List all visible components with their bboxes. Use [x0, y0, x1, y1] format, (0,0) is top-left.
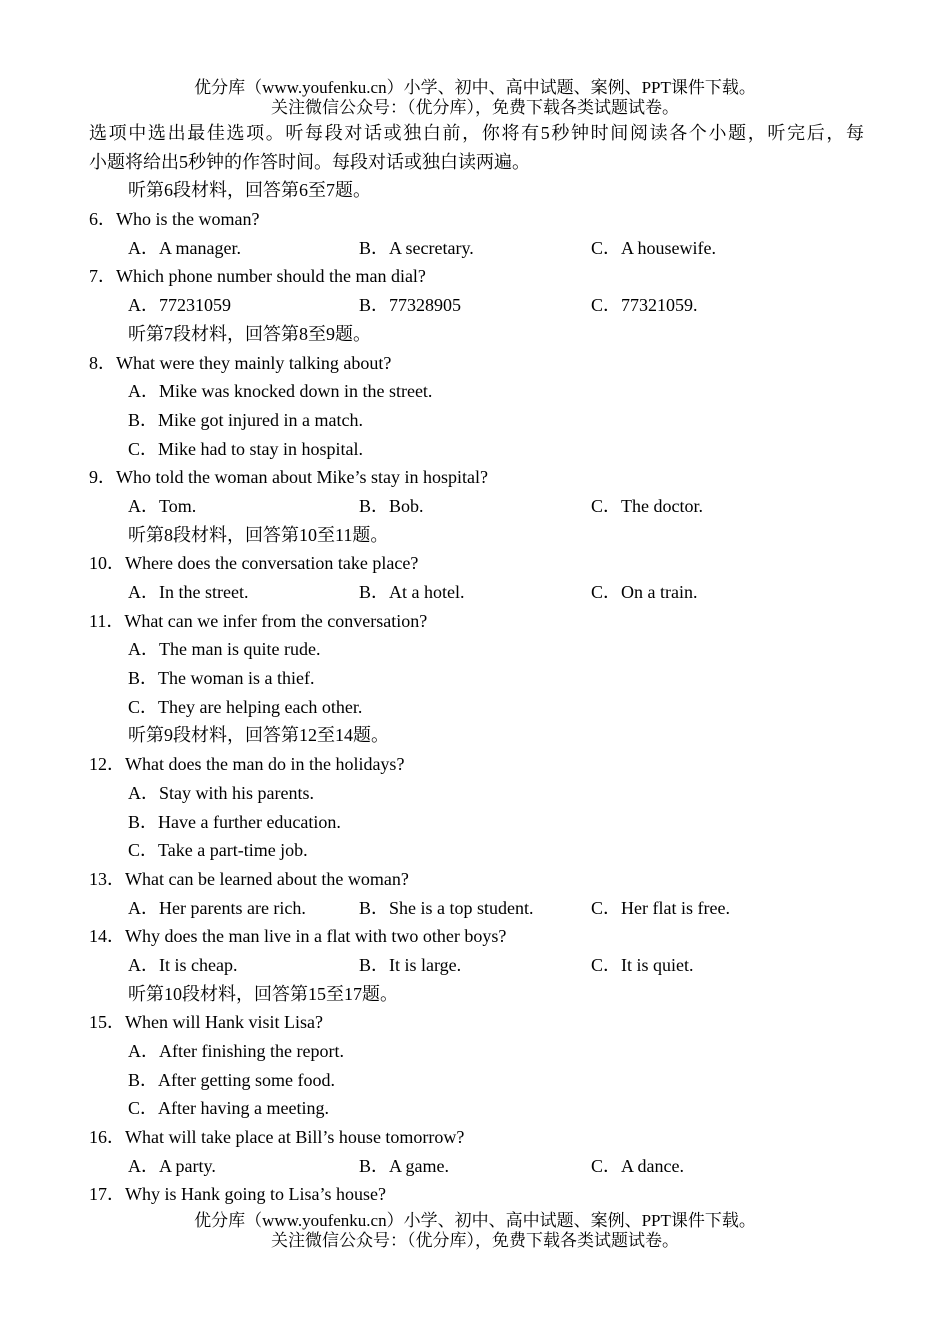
- option-c: C．Take a part-time job.: [128, 840, 308, 861]
- option-c: C．On a train.: [591, 582, 698, 602]
- option-a: A．A manager.: [128, 237, 241, 258]
- option-a: A．77231059: [128, 295, 231, 316]
- option-c: C．Mike had to stay in hospital.: [128, 438, 363, 459]
- option-b: B．77328905: [359, 295, 462, 316]
- footer-line-2: 关注微信公众号：（优分库），免费下载各类试题试卷。: [271, 1231, 679, 1250]
- option-a: A．It is cheap.: [128, 954, 238, 975]
- option-a: A．After finishing the report.: [128, 1041, 344, 1061]
- option-c: C．A housewife.: [591, 237, 716, 258]
- footer-line-1: 优分库（www.youfenku.cn）小学、初中、高中试题、案例、PPT课件下载。: [194, 1211, 756, 1230]
- question-6-options: [89, 234, 864, 263]
- question-7-stem: 7．Which phone number should the man dial?: [89, 266, 426, 287]
- page-footer: [0, 1211, 950, 1251]
- option-b: B．Mike got injured in a match.: [128, 409, 363, 430]
- question-14-stem: 14．Why does the man live in a flat with two other boys?: [89, 926, 507, 947]
- question-13-stem: 13．What can be learned about the woman?: [89, 868, 409, 889]
- section-heading-10: 听第10段材料，回答第15至17题。: [128, 983, 398, 1004]
- option-c: C．Her flat is free.: [591, 897, 730, 918]
- option-c: C．After having a meeting.: [128, 1098, 329, 1119]
- question-14-options: [89, 951, 864, 980]
- option-a: A．In the street.: [128, 582, 249, 602]
- option-a: A．Her parents are rich.: [128, 897, 306, 918]
- option-b: B．A game.: [359, 1155, 449, 1176]
- option-b: B．The woman is a thief.: [128, 668, 315, 689]
- question-9-stem: 9．Who told the woman about Mike’s stay in hospital?: [89, 467, 488, 488]
- header-line-2: 关注微信公众号：（优分库），免费下载各类试题试卷。: [271, 98, 679, 117]
- option-b: B．A secretary.: [359, 237, 474, 258]
- option-a: A．The man is quite rude.: [128, 639, 321, 660]
- question-12-stem: 12．What does the man do in the holidays?: [89, 754, 405, 775]
- option-b: B．Bob.: [359, 495, 424, 516]
- option-b: B．Have a further education.: [128, 811, 341, 832]
- question-13-options: [89, 894, 864, 923]
- question-15-stem: 15．When will Hank visit Lisa?: [89, 1012, 323, 1033]
- option-b: B．At a hotel.: [359, 582, 465, 602]
- option-c: C．They are helping each other.: [128, 696, 363, 717]
- question-17-stem: 17．Why is Hank going to Lisa’s house?: [89, 1184, 386, 1205]
- exam-content: [89, 119, 864, 1209]
- question-11-stem: 11．What can we infer from the conversation?: [89, 610, 428, 631]
- option-a: A．Mike was knocked down in the street.: [128, 381, 433, 402]
- question-9-options: [89, 492, 864, 521]
- option-b: B．It is large.: [359, 954, 462, 975]
- question-6-stem: 6．Who is the woman?: [89, 209, 260, 230]
- option-a: A．Tom.: [128, 495, 197, 516]
- option-c: C．A dance.: [591, 1155, 684, 1176]
- question-16-stem: 16．What will take place at Bill’s house tomorrow?: [89, 1127, 465, 1148]
- question-10-options: [89, 578, 864, 607]
- option-b: B．She is a top student.: [359, 897, 534, 918]
- option-a: A．Stay with his parents.: [128, 782, 314, 803]
- page-header: [0, 78, 950, 118]
- section-heading-8: 听第8段材料，回答第10至11题。: [128, 524, 389, 545]
- question-7-options: [89, 291, 864, 320]
- question-10-stem: 10．Where does the conversation take place?: [89, 553, 419, 574]
- question-16-options: [89, 1152, 864, 1181]
- question-8-stem: 8．What were they mainly talking about?: [89, 352, 392, 373]
- option-a: A．A party.: [128, 1155, 216, 1176]
- section-heading-6: 听第6段材料，回答第6至7题。: [128, 180, 371, 201]
- header-line-1: 优分库（www.youfenku.cn）小学、初中、高中试题、案例、PPT课件下载。: [194, 78, 756, 97]
- intro-line-1: 选项中选出最佳选项。听每段对话或独白前，你将有5秒钟时间阅读各个小题，听完后，每: [89, 123, 864, 143]
- section-heading-9: 听第9段材料，回答第12至14题。: [128, 725, 389, 746]
- option-c: C．The doctor.: [591, 495, 703, 516]
- section-heading-7: 听第7段材料，回答第8至9题。: [128, 323, 371, 344]
- option-c: C．It is quiet.: [591, 954, 694, 975]
- intro-line-2: 小题将给出5秒钟的作答时间。每段对话或独白读两遍。: [89, 151, 530, 172]
- option-b: B．After getting some food.: [128, 1069, 335, 1090]
- option-c: C．77321059.: [591, 295, 698, 316]
